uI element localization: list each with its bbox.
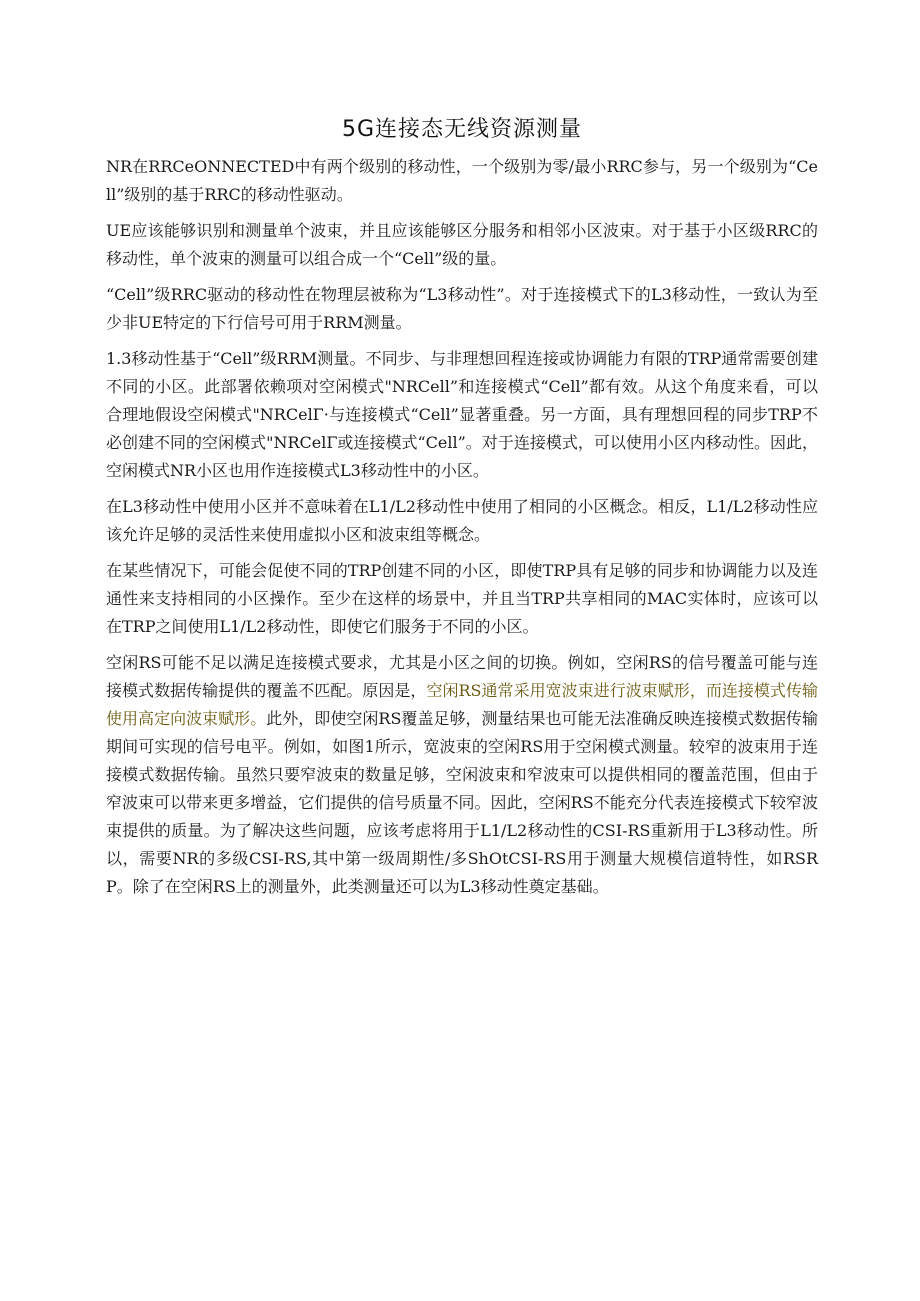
paragraph-3: “Cell”级RRC驱动的移动性在物理层被称为“L3移动性”。对于连接模式下的L3移动性，一致认为至少非UE特定的下行信号可用于RRM测量。 <box>106 285 818 332</box>
document-page <box>106 112 818 909</box>
document-title: 5G连接态无线资源测量 <box>341 117 583 142</box>
paragraph-2: UE应该能够识别和测量单个波束，并且应该能够区分服务和相邻小区波束。对于基于小区级RRC的移动性，单个波束的测量可以组合成一个“Cell”级的量。 <box>106 221 818 268</box>
paragraph-7-after: 此外，即使空闲RS覆盖足够，测量结果也可能无法准确反映连接模式数据传输期间可实现的信号电平。例如，如图1所示，宽波束的空闲RS用于空闲模式测量。较窄的波束用于连接模式数据传输。虽然只要窄波束的数量足够，空闲波束和窄波束可以提供相同的覆盖范围，但由于窄波束可以带来更多增益，它们提供的信号质量不同。因此，空闲RS不能充分代表连接模式下较窄波束提供的质量。为了解决这些问题，应该考虑将用于L1/L2移动性的CSI-RS重新用于L3移动性。所以，需要NR的多级CSI-RS,其中第一级周期性/多ShOtCSI-RS用于测量大规模信道特性，如RSRP。除了在空闲RS上的测量外，此类测量还可以为L3移动性奠定基础。 <box>106 709 818 896</box>
paragraph-7-highlight: 空闲RS通常采用宽波束进行波束赋形，而连接模式传输使用高定向波束赋形。 <box>106 681 818 728</box>
paragraph-5: 在L3移动性中使用小区并不意味着在L1/L2移动性中使用了相同的小区概念。相反，L1/L2移动性应该允许足够的灵活性来使用虚拟小区和波束组等概念。 <box>106 497 818 544</box>
paragraph-6: 在某些情况下，可能会促使不同的TRP创建不同的小区，即使TRP具有足够的同步和协调能力以及连通性来支持相同的小区操作。至少在这样的场景中，并且当TRP共享相同的MAC实体时，应该可以在TRP之间使用L1/L2移动性，即使它们服务于不同的小区。 <box>106 561 818 636</box>
paragraph-4: 1.3移动性基于“Cell”级RRM测量。不同步、与非理想回程连接或协调能力有限的TRP通常需要创建不同的小区。此部署依赖项对空闲模式"NRCell”和连接模式“Cell”都有效。从这个角度来看，可以合理地假设空闲模式"NRCelΓ·与连接模式“Cell”显著重叠。另一方面，具有理想回程的同步TRP不必创建不同的空闲模式"NRCelΓ或连接模式“Cell”。对于连接模式，可以使用小区内移动性。因此，空闲模式NR小区也用作连接模式L3移动性中的小区。 <box>106 349 818 480</box>
paragraph-7-before: 空闲RS可能不足以满足连接模式要求，尤其是小区之间的切换。例如，空闲RS的信号覆盖可能与连接模式数据传输提供的覆盖不匹配。原因是， <box>106 653 818 700</box>
paragraph-1: NR在RRCeONNECTED中有两个级别的移动性，一个级别为零/最小RRC参与，另一个级别为“Cell”级别的基于RRC的移动性驱动。 <box>106 157 818 204</box>
paragraph-7 <box>106 649 818 901</box>
